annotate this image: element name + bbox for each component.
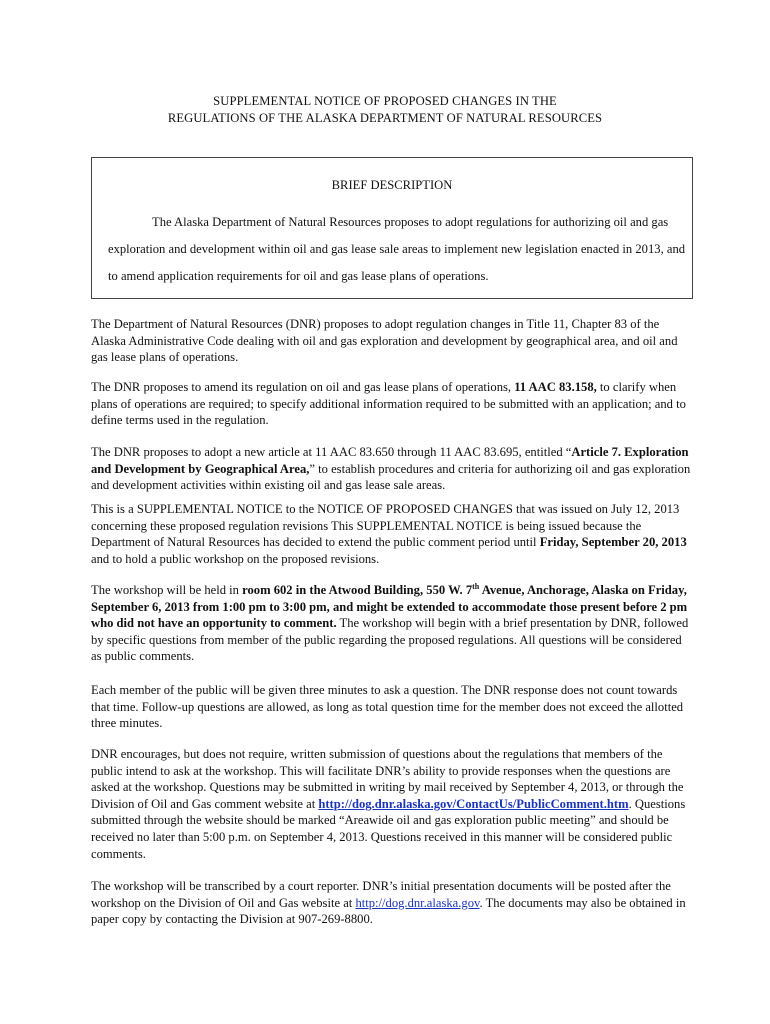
- paragraph-7: [91, 746, 691, 862]
- brief-description-box: [91, 157, 693, 299]
- p2-regulation-ref: 11 AAC 83.158,: [514, 380, 597, 394]
- title-line-2: REGULATIONS OF THE ALASKA DEPARTMENT OF NATURAL RESOURCES: [167, 111, 603, 125]
- paragraph-1: The Department of Natural Resources (DNR) proposes to adopt regulation changes in Title 11, Chapter 83 of the Alaska Administrative Code dealing with oil and gas exploration and development by geographical area, and oil and gas lease plans of operations.: [91, 317, 678, 365]
- title-line-1: SUPPLEMENTAL NOTICE OF PROPOSED CHANGES IN THE: [213, 94, 557, 108]
- document-title: [0, 93, 770, 127]
- paragraph-3: [91, 444, 691, 494]
- p3-text-c: ” to establish procedures and criteria for authorizing oil and gas exploration and development activities within existing oil and gas lease sale areas.: [91, 461, 691, 493]
- p3-article-title: Article 7. Exploration and Development by Geographical Area,: [91, 445, 689, 476]
- paragraph-8: [91, 878, 691, 928]
- paragraph-6: Each member of the public will be given three minutes to ask a question. The DNR response does not count towards that time. Follow-up questions are allowed, as long as total question time for the member does not exceed the allotted three minutes.: [91, 683, 684, 731]
- p2-text-a: The DNR proposes to amend its regulation on oil and gas lease plans of operations,: [91, 380, 515, 394]
- public-comment-link[interactable]: http://dog.dnr.alaska.gov/ContactUs/PublicComment.htm: [318, 796, 629, 811]
- paragraph-4: [91, 501, 691, 567]
- p7-text-a: DNR encourages, but does not require, written submission of questions about the regulations that members of the public intend to ask at the workshop. This will facilitate DNR’s ability to provide responses when the questions are asked at the workshop. Questions may be submitted in writing by mail received by September 4, 2013, or through the Division of Oil and Gas comment website at: [91, 747, 684, 811]
- p7-text-c: . Questions submitted through the website should be marked “Areawide oil and gas exploration public meeting” and should be received no later than 5:00 p.m. on September 4, 2013. Questions received in this manner will be considered public comments.: [91, 796, 686, 861]
- p8-text-c: . The documents may also be obtained in paper copy by contacting the Division at 907-269-8800.: [91, 895, 686, 927]
- dog-website-link[interactable]: http://dog.dnr.alaska.gov: [355, 895, 480, 910]
- p5-ordinal-suffix: th: [472, 581, 480, 591]
- brief-description-heading: BRIEF DESCRIPTION: [331, 178, 453, 192]
- p4-text-a: This is a SUPPLEMENTAL NOTICE to the NOTICE OF PROPOSED CHANGES that was issued on July 12, 2013 concerning these proposed regulation revisions This SUPPLEMENTAL NOTICE is being issued because the Department of Natural Resources has decided to extend the public comment period until: [91, 502, 680, 550]
- p5-period: .: [333, 616, 337, 631]
- p2-text-c: to clarify when plans of operations are required; to specify additional information required to be submitted with an application; and to define terms used in the regulation.: [91, 380, 686, 428]
- p5-text-a: The workshop will be held in: [91, 583, 243, 597]
- p4-deadline: Friday, September 20, 2013: [539, 535, 687, 550]
- p4-text-c: and to hold a public workshop on the proposed revisions.: [91, 551, 380, 566]
- paragraph-2: [91, 379, 691, 429]
- p5-location-cont: Avenue, Anchorage, Alaska on Friday, September 6, 2013 from 1:00 pm to 3:00 pm, and might be extended to accommodate those present before 2 pm who did not have an opportunity to comment: [91, 583, 688, 631]
- p5-location: room 602 in the Atwood Building, 550 W. 7: [242, 583, 473, 597]
- p3-text-a: The DNR proposes to adopt a new article at 11 AAC 83.650 through 11 AAC 83.695, entitled “: [91, 445, 572, 459]
- paragraph-5: [91, 582, 691, 665]
- p8-text-a: The workshop will be transcribed by a court reporter. DNR’s initial presentation documents will be posted after the workshop on the Division of Oil and Gas website at: [91, 879, 671, 910]
- p5-text-c: The workshop will begin with a brief presentation by DNR, followed by specific questions from member of the public regarding the proposed regulations. All questions will be considered as public comments.: [91, 616, 689, 664]
- brief-description-text: The Alaska Department of Natural Resources proposes to adopt regulations for authorizing oil and gas exploration and development within oil and gas lease sale areas to implement new legislation enacted in 2013, and to amend application requirements for oil and gas lease plans of operations.: [108, 215, 686, 283]
